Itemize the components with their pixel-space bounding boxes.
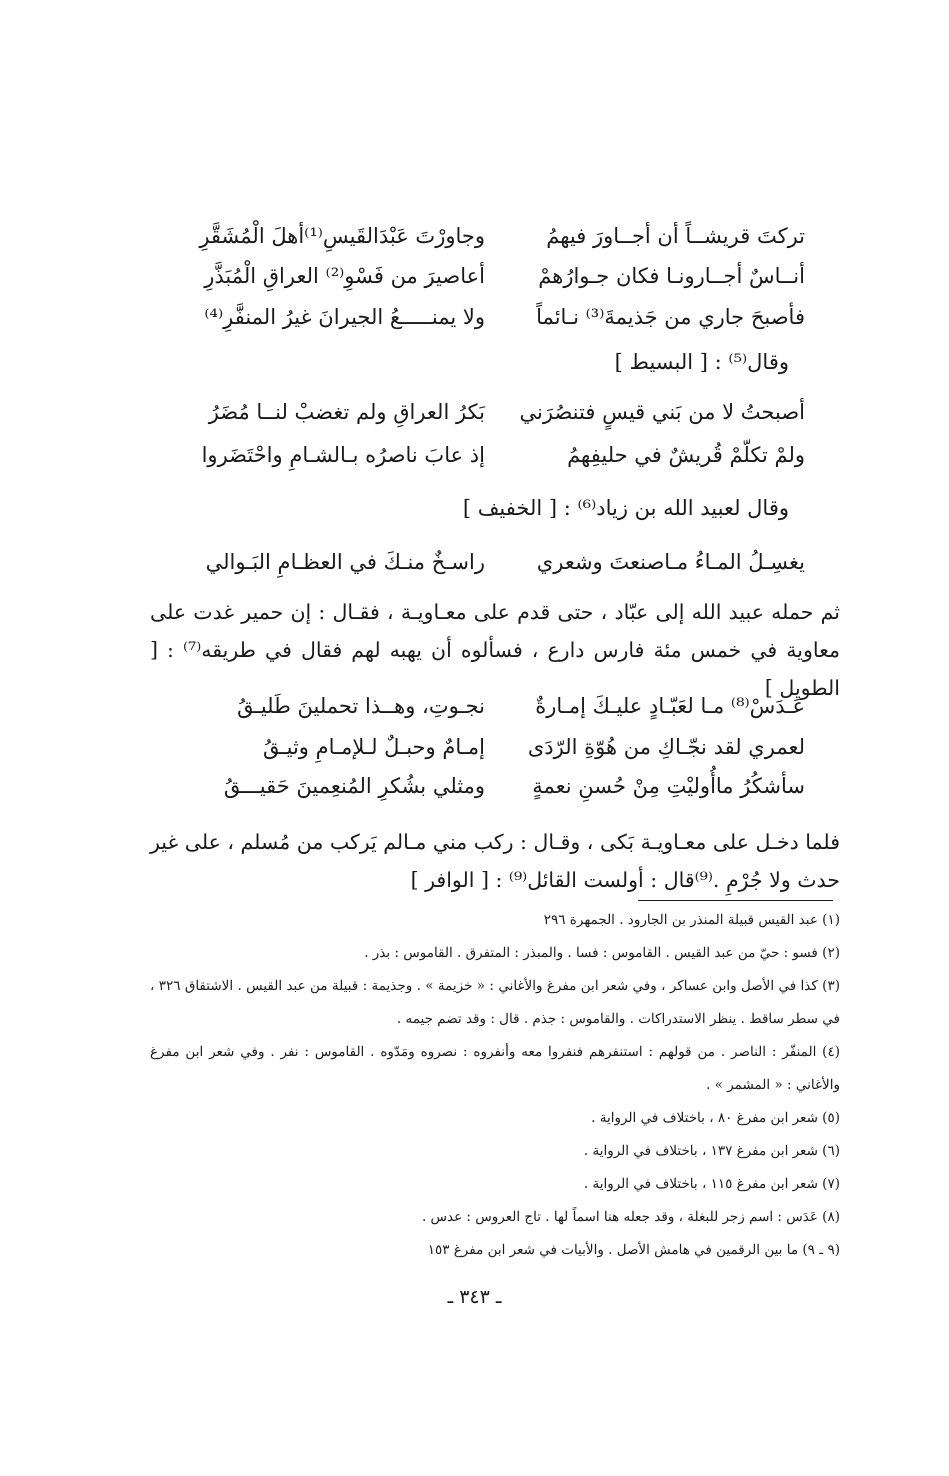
verse-line — [185, 435, 805, 475]
second-hemistich: ولا يمنـــــعُ الجيرانَ غيرُ المنفَّرِ⁽⁴⁾ — [204, 305, 485, 329]
footnote: (١) عبد القيس قبيلة المنذر بن الجارود . الجمهرة ٢٩٦ — [543, 912, 840, 928]
second-hemistich: وجاورْتَ عَبْدَالقَيسِ⁽¹⁾أهلَ الْمُشَقَّرِ — [199, 224, 485, 248]
verse-line — [185, 256, 805, 296]
second-hemistich: إمـامٌ وحبـلٌ لـلإمـامِ وثيـقُ — [262, 735, 485, 759]
verse-line — [185, 686, 805, 726]
page-number: ـ ٣٤٣ ـ — [447, 1286, 502, 1308]
footnote: (٢) فسو : حيّ من عبد القيس . القاموس : فسا . والمبذر : المتفرق . القاموس : بذر . — [364, 945, 840, 961]
footnotes — [150, 904, 840, 1267]
prose-paragraph: ثم حمله عبيد الله إلى عبّاد ، حتى قدم على معـاويـة ، فقـال : إن حمير غدت على معاوية في خمس مئة فارس دارع ، فسألوه أن يهبه لهم فقال في طريقه⁽⁷⁾ : [ الطويل ] — [150, 600, 840, 700]
first-hemistich: سأشكُرُ ماأُوليْتِ مِنْ حُسنِ نعمةٍ — [532, 774, 805, 798]
first-hemistich: أصبحتُ لا من بَني قيسٍ فتنصُرَني — [519, 400, 805, 424]
verse-line — [185, 392, 805, 432]
footnote: (٣) كذا في الأصل وابن عساكر ، وفي شعر ابن مفرغ والأغاني : « خزيمة » . وجذيمة : قبيلة من عبد القيس . الاشتقاق ٣٢٦ ، في سطر ساقط . ينظر الاستدراكات . والقاموس : جذم . قال : وقد تضم جيمه . — [150, 978, 840, 1027]
footnote: (٥) شعر ابن مفرغ ٨٠ ، باختلاف في الرواية . — [591, 1110, 840, 1126]
footnote: (٤) المنفّر : الناصر . من قولهم : استنفرهم فنفروا معه وأنفروه : نصروه ومَدّوه . القاموس : نفر . وفي شعر ابن مفرغ والأغاني : « المشمر » . — [150, 1044, 840, 1093]
first-hemistich: ولمْ تكلّمْ قُريشٌ في حليفِهمُ — [567, 443, 805, 467]
verse-line — [185, 297, 805, 337]
footnote: (٧) شعر ابن مفرغ ١١٥ ، باختلاف في الرواية . — [583, 1176, 840, 1192]
verse-line — [185, 216, 805, 256]
prose-paragraph: فلما دخـل على معـاويـة بَكى ، وقـال : ركب مني مـالم يَركب من مُسلم ، على غير حدث ولا جُرْمِ .⁽⁹⁾قال : أولست القائل⁽⁹⁾ : [ الوافر ] — [150, 830, 840, 892]
verse-line — [185, 727, 805, 767]
meter-heading: وقال⁽⁵⁾ : [ البسيط ] — [614, 350, 789, 374]
first-hemistich: تركتَ قريشــاً أن أجــاورَ فيهمُ — [546, 224, 805, 248]
first-hemistich: أنــاسٌ أجــارونـا فكان جـوارُهمْ — [538, 264, 805, 288]
verse-line — [185, 766, 805, 806]
second-hemistich: إذ عابَ ناصرُه بـالشـامِ واحْتَضَروا — [201, 443, 485, 467]
footnote-separator — [638, 900, 833, 901]
first-hemistich: عَـدَسْ⁽⁸⁾ مـا لعَبّـادٍ عليـكَ إمـارةٌ — [535, 694, 805, 718]
meter-heading: وقال لعبيد الله بن زياد⁽⁶⁾ : [ الخفيف ] — [462, 496, 789, 520]
footnote: (٩ ـ ٩) ما بين الرقمين في هامش الأصل . والأبيات في شعر ابن مفرغ ١٥٣ — [427, 1242, 840, 1258]
second-hemistich: بَكرُ العراقِ ولم تغضبْ لنــا مُضَرُ — [208, 400, 485, 424]
second-hemistich: ومثلي بشُكرِ المُنعِمينَ حَقيـــقُ — [223, 774, 485, 798]
second-hemistich: راسـخٌ منـكَ في العظـامِ البَـوالي — [205, 550, 485, 574]
first-hemistich: لعمري لقد نجّـاكِ من هُوّةِ الرّدَى — [527, 735, 805, 759]
first-hemistich: يغسِـلُ المـاءُ مـاصنعتَ وشعري — [536, 550, 805, 574]
first-hemistich: فأصبحَ جاري من جَذيمةَ⁽³⁾ نـائماً — [536, 305, 805, 329]
verse-line — [185, 542, 805, 582]
second-hemistich: نجـوتِ، وهــذا تحملينَ طَليـقُ — [237, 694, 485, 718]
footnote: (٦) شعر ابن مفرغ ١٣٧ ، باختلاف في الرواية . — [583, 1143, 840, 1159]
footnote: (٨) عَدَس : اسم زجر للبغلة ، وقد جعله هنا اسماً لها . تاج العروس : عدس . — [421, 1209, 840, 1225]
second-hemistich: أعاصيرَ من فَسْوِ⁽²⁾ العراقِ الْمُبَذَّرِ — [204, 264, 485, 288]
